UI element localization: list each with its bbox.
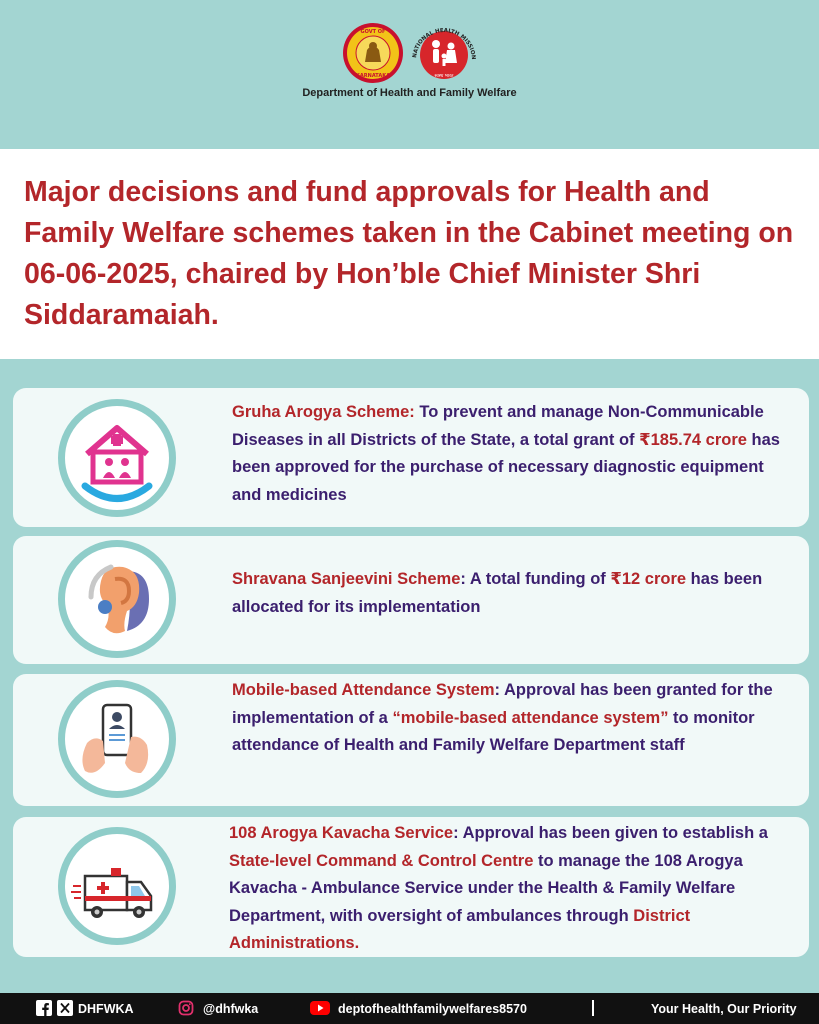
svg-text:स्वस्थ भारत: स्वस्थ भारत (434, 74, 454, 79)
department-name: Department of Health and Family Welfare (302, 87, 517, 99)
youtube-channel[interactable]: deptofhealthfamilywelfares8570 (338, 1002, 527, 1016)
body-text: has been approved for the purchase of necessary diagnostic equipment and medicines (232, 430, 780, 504)
card-arogya-kavacha (13, 817, 809, 957)
highlight-text: Gruha Arogya Scheme: (232, 403, 415, 421)
highlight-text: “mobile-based attendance system” (392, 708, 669, 727)
footer-separator (592, 1000, 594, 1016)
nhm-logo (404, 20, 484, 90)
logo-group (342, 20, 492, 90)
highlight-text: Shravana Sanjeevini Scheme (232, 570, 461, 588)
card-mobile-attendance (13, 674, 809, 806)
instagram-icon[interactable] (178, 1000, 194, 1016)
card-text (232, 566, 797, 621)
footer (0, 993, 819, 1024)
header (0, 0, 819, 149)
card-gruha-arogya (13, 388, 809, 527)
highlight-text: ₹12 crore (610, 570, 687, 588)
svg-text:GOVT OF: GOVT OF (360, 29, 386, 35)
body-text: To prevent and manage Non-Communicable Diseases in all Districts of the State, a total grant of (232, 403, 764, 449)
body-text: : A total funding of (460, 570, 611, 588)
ear-hearing-aid-icon (65, 547, 169, 651)
karnataka-seal-logo (342, 22, 404, 84)
ambulance-icon (65, 834, 169, 938)
page-title: Major decisions and fund approvals for Health and Family Welfare schemes taken in the Cabinet meeting on 06-06-2025, chaired by Hon’ble Chief Minister Shri Siddaramaiah. (24, 176, 794, 331)
home-health-icon (65, 406, 169, 510)
card-text (232, 677, 797, 760)
icon-ring (58, 827, 176, 945)
highlight-text: Mobile-based Attendance System (232, 681, 495, 699)
body-text: has been allocated for its implementation (232, 570, 763, 616)
highlight-text: State-level Command & Control Centre (229, 851, 534, 870)
svg-text:KARNATAKA: KARNATAKA (356, 73, 390, 79)
icon-ring (58, 399, 176, 517)
card-text (232, 399, 797, 509)
tagline: Your Health, Our Priority (651, 1002, 797, 1016)
facebook-icon[interactable] (36, 1000, 52, 1016)
body-text: : Approval has been given to establish a (453, 824, 768, 842)
highlight-text: 108 Arogya Kavacha Service (229, 824, 454, 842)
body-text: : Approval has been granted for the implementation of a (232, 681, 773, 727)
highlight-text: District Administrations. (229, 906, 691, 952)
icon-ring (58, 680, 176, 798)
body-text: to manage the 108 Arogya Kavacha - Ambulance Service under the Health & Family Welfare Department, with oversight of ambulances through (229, 851, 743, 925)
social-handle[interactable]: DHFWKA (78, 1002, 134, 1016)
card-text (229, 820, 799, 958)
youtube-icon[interactable] (310, 1000, 330, 1016)
instagram-handle[interactable]: @dhfwka (203, 1002, 259, 1016)
x-twitter-icon[interactable] (57, 1000, 73, 1016)
body-text: to monitor attendance of Health and Family Welfare Department staff (232, 708, 755, 754)
title-band (0, 149, 819, 359)
mobile-attendance-icon (65, 687, 169, 791)
svg-text:NATIONAL HEALTH MISSION: NATIONAL HEALTH MISSION (412, 27, 477, 60)
icon-ring (58, 540, 176, 658)
highlight-text: ₹185.74 crore (639, 430, 747, 449)
card-shravana-sanjeevini (13, 536, 809, 664)
